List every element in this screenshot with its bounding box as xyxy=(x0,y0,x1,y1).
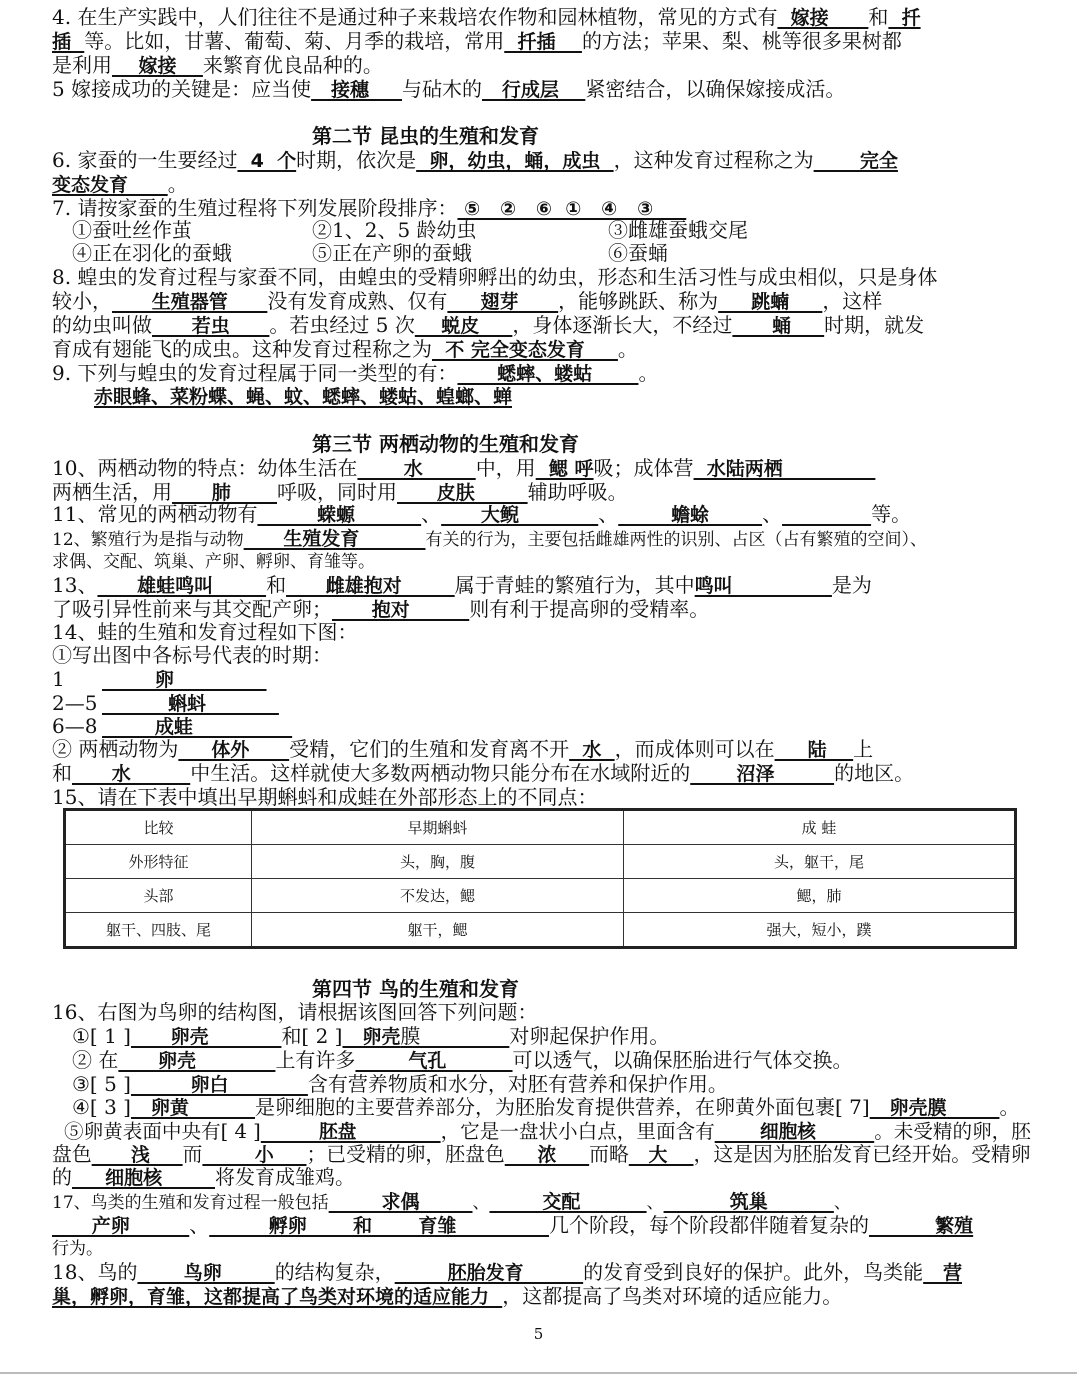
q16-item5-line2 xyxy=(52,1143,1029,1167)
answer-blank: 繁殖 xyxy=(868,1215,974,1237)
answer-blank: 体外 xyxy=(178,739,290,761)
text: 育成有翅能飞的成虫。这种发育过程称之为 xyxy=(52,337,432,361)
text: 将发育成雏鸡。 xyxy=(215,1165,355,1189)
q18-line1 xyxy=(52,1261,1029,1285)
text: 等。 xyxy=(871,502,912,526)
q18-line2 xyxy=(52,1285,1029,1309)
text: ③[ 5 ] xyxy=(72,1072,131,1096)
answer-blank: 抱对 xyxy=(332,599,470,621)
text: 上有许多 xyxy=(275,1048,356,1072)
q6-line1 xyxy=(52,149,1029,173)
option: ②1、2、5 龄幼虫 xyxy=(312,218,477,242)
table-cell: 头部 xyxy=(65,879,252,913)
text: 盘色 xyxy=(52,1143,92,1166)
table-header-cell: 比较 xyxy=(65,810,252,845)
answer-blank: 细胞核 xyxy=(714,1122,875,1143)
text: 几个阶段，每个阶段都伴随着复杂的 xyxy=(548,1213,869,1237)
page-number: 5 xyxy=(533,1325,544,1343)
q16-title: 16、右图为鸟卵的结构图，请根据该图回答下列问题： xyxy=(52,1000,538,1024)
text: 来繁育优良品种的。 xyxy=(202,53,383,77)
answer-blank: 蟋蟀、蝼蛄 xyxy=(457,363,639,385)
q17-line3: 行为。 xyxy=(52,1239,103,1259)
text: 、 xyxy=(833,1193,851,1213)
option: ①蚕吐丝作茧 xyxy=(72,218,192,242)
answer-blank: 嫁接 xyxy=(112,55,203,77)
answer-blank: 卵壳 xyxy=(118,1050,276,1072)
q9-line1 xyxy=(52,362,1029,386)
answer-blank: 皮肤 xyxy=(397,482,528,504)
answer-blank: 雌雄抱对 xyxy=(286,575,455,597)
text: ② 在 xyxy=(72,1048,119,1072)
text: 的结构复杂， xyxy=(274,1260,395,1284)
text: 含有营养物质和水分，对胚有营养和保护作用。 xyxy=(307,1072,728,1096)
q8-line4 xyxy=(52,338,1029,362)
text: 吸；成体营 xyxy=(593,456,694,480)
text: 4. 在生产实践中，人们往往不是通过种子来栽培农作物和园林植物，常见的方式有 xyxy=(52,5,778,29)
answer-blank: 4 个 xyxy=(237,150,297,172)
answer-blank: 营 xyxy=(923,1262,962,1284)
text: 中，用 xyxy=(475,456,536,480)
answer-blank: 成蛙 xyxy=(102,716,293,738)
text: 而 xyxy=(182,1143,203,1166)
option: ⑥蚕蛹 xyxy=(608,241,668,265)
answer-blank: 变态发育 xyxy=(52,174,168,196)
answer-blank: 卵白 xyxy=(130,1074,308,1096)
answer-blank: 细胞核 xyxy=(72,1167,215,1189)
text: 、 xyxy=(189,1213,210,1237)
text: 7. 请按家蚕的生殖过程将下列发展阶段排序： xyxy=(52,196,458,220)
text: 受精，它们的生殖和发育离不开 xyxy=(289,737,570,761)
q13-line2 xyxy=(52,598,1029,622)
text: 。 xyxy=(617,337,638,361)
answer-blank: 水 xyxy=(357,458,476,480)
table-cell: 不发达，鳃 xyxy=(252,879,624,913)
answer-blank: 胚胎发育 xyxy=(394,1262,584,1284)
text: ，而成体则可以在 xyxy=(614,737,775,761)
q7-options-row2 xyxy=(72,242,1029,265)
text: 是为 xyxy=(831,573,872,597)
q14-sub1: ①写出图中各标号代表的时期： xyxy=(52,643,332,667)
answer-blank: 卵壳 xyxy=(130,1026,282,1048)
q8-line3 xyxy=(52,314,1029,338)
text: 、 xyxy=(421,502,442,526)
text: 属于青蛙的繁殖行为，其中 xyxy=(454,573,695,597)
text: 、 xyxy=(762,502,783,526)
answer-blank: 生殖器管 xyxy=(112,291,268,313)
text: 是卵细胞的主要营养部分，为胚胎发育提供营养，在卵黄外面包裹[ 7] xyxy=(254,1095,870,1119)
answer-blank: 鸣叫 xyxy=(694,575,832,597)
text: 而略 xyxy=(589,1143,629,1166)
table-cell: 头，胸，腹 xyxy=(252,845,624,879)
text: ；已受精的卵，胚盘色 xyxy=(306,1143,505,1166)
answer-blank xyxy=(782,502,871,526)
q16-item1 xyxy=(72,1025,1029,1049)
answer-blank: 浅 xyxy=(91,1145,183,1166)
table-cell: 外形特征 xyxy=(65,845,252,879)
answer-blank: 卵，幼虫，蛹，成虫 xyxy=(416,150,614,172)
answer-blank: 扦插 xyxy=(504,31,582,53)
table-cell: 鳃，肺 xyxy=(624,879,1016,913)
text: 的地区。 xyxy=(834,761,915,785)
text: 、 xyxy=(598,502,619,526)
table-row xyxy=(65,879,1016,913)
answer-blank: 水陆两栖 xyxy=(693,458,876,480)
answer-blank: 大 xyxy=(628,1145,694,1166)
label: 1 xyxy=(52,667,65,691)
text: 13、 xyxy=(52,573,98,597)
text: 两栖生活，用 xyxy=(52,480,172,504)
answer-blank: 孵卵 和 育雏 xyxy=(209,1215,549,1237)
text: ，这是因为胚胎发育已经开始。受精卵 xyxy=(693,1143,1031,1166)
option: ④正在羽化的蚕蛾 xyxy=(72,241,232,265)
answer-blank: 筑巢 xyxy=(663,1191,834,1213)
q4-line3 xyxy=(52,54,1029,78)
text: 5 嫁接成功的关键是：应当使 xyxy=(52,77,312,101)
q8-line2 xyxy=(52,290,1029,314)
text: 、 xyxy=(472,1193,490,1213)
text: 。 xyxy=(167,172,188,196)
text: 。 xyxy=(638,361,659,385)
answer-blank: 插 xyxy=(52,31,85,53)
answer-blank: 雄蛙鸣叫 xyxy=(97,575,267,597)
text: 。若虫经过 5 次 xyxy=(269,313,415,337)
answer-blank: 完全 xyxy=(813,150,898,172)
text: 和 xyxy=(868,5,889,29)
text: 与砧木的 xyxy=(402,77,483,101)
answer-blank: 翅芽 xyxy=(447,291,559,313)
text: 9. 下列与蝗虫的发育过程属于同一类型的有： xyxy=(52,361,458,385)
q11-line xyxy=(52,503,1029,527)
answer-blank: 鸟卵 xyxy=(137,1262,275,1284)
answer-blank: 蝾螈 xyxy=(257,504,422,526)
text: 是利用 xyxy=(52,53,112,77)
text: ④[ 3 ] xyxy=(72,1095,131,1119)
q10-line1 xyxy=(52,457,1029,481)
text: 、 xyxy=(646,1193,664,1213)
text: 紧密结合，以确保嫁接成活。 xyxy=(585,77,846,101)
answer-blank: 沼泽 xyxy=(690,763,835,785)
q4-line2 xyxy=(52,30,1029,54)
q16-item5-line3 xyxy=(52,1166,1029,1190)
table-header-cell: 早期蝌蚪 xyxy=(252,810,624,845)
q16-item2 xyxy=(72,1049,1029,1073)
text: ，它是一盘状小白点，里面含有 xyxy=(440,1120,715,1143)
q16-item5 xyxy=(64,1120,1029,1144)
text: 18、鸟的 xyxy=(52,1260,138,1284)
table-cell: 强大，短小，蹼 xyxy=(624,913,1016,948)
section-title: 第二节 昆虫的生殖和发育 xyxy=(312,124,539,148)
answer-blank: 交配 xyxy=(489,1191,647,1213)
answer-blank: 浓 xyxy=(504,1145,590,1166)
text: 的发育受到良好的保护。此外，鸟类能 xyxy=(583,1260,924,1284)
text: ② 两栖动物为 xyxy=(52,737,179,761)
answer-blank: 跳蝻 xyxy=(718,291,823,313)
option: ⑤正在产卵的蚕蛾 xyxy=(312,241,472,265)
text: ，这样 xyxy=(822,289,883,313)
text: 和 xyxy=(266,573,287,597)
answer-blank: 大鲵 xyxy=(441,504,599,526)
text: 时期，依次是 xyxy=(296,148,417,172)
text: 则有利于提高卵的受精率。 xyxy=(469,597,710,621)
q14-stage3 xyxy=(52,715,1029,739)
label: 6—8 xyxy=(52,714,98,738)
answer-blank: 卵 xyxy=(102,669,267,691)
answer-blank: 鳃 呼 xyxy=(535,458,594,480)
text: 10、两栖动物的特点：幼体生活在 xyxy=(52,456,358,480)
answer-blank: 蜕皮 xyxy=(414,315,513,337)
answer-blank: 卵黄 xyxy=(130,1097,255,1119)
text: 和[ 2 ] xyxy=(281,1024,343,1048)
answer-text: 赤眼蜂、菜粉蝶、蝇、蚊、蟋蟀、蝼蛄、蝗螂、蝉 xyxy=(94,386,513,408)
answer-blank: 水 xyxy=(569,739,615,761)
answer-blank: 巢，孵卵，育雏，这都提高了鸟类对环境的适应能力 xyxy=(52,1286,503,1308)
answer-blank: 蝌蚪 xyxy=(102,693,279,715)
answer-blank: 陆 xyxy=(774,739,854,761)
answer-blank: 若虫 xyxy=(152,315,270,337)
table-row xyxy=(65,913,1016,948)
section-title: 第三节 两栖动物的生殖和发育 xyxy=(312,432,579,456)
answer-blank: ⑤ ② ⑥ ① ④ ③ xyxy=(457,198,687,220)
text: 和 xyxy=(52,761,72,785)
text: 等。比如，甘薯、葡萄、菊、月季的栽培，常用 xyxy=(84,29,505,53)
text: 的幼虫叫做 xyxy=(52,313,152,337)
answer-blank: 卵壳 xyxy=(342,1026,401,1048)
answer-blank: 蛹 xyxy=(732,315,825,337)
text: 17、鸟类的生殖和发育过程一般包括 xyxy=(52,1193,329,1213)
text: 没有发育成熟、仅有 xyxy=(267,289,448,313)
text: ⑤卵黄表面中央有[ 4 ] xyxy=(64,1120,261,1143)
q15-title: 15、请在下表中填出早期蝌蚪和成蛙在外部形态上的不同点： xyxy=(52,785,598,809)
q6-line2 xyxy=(52,173,1029,197)
answer-blank: 膜 xyxy=(400,1024,510,1048)
answer-blank: 嫁接 xyxy=(777,7,869,29)
q12-line2: 求偶、交配、筑巢、产卵、孵卵、育雏等。 xyxy=(52,552,375,572)
q17-line1 xyxy=(52,1191,1029,1215)
table-header-cell: 成 蛙 xyxy=(624,810,1016,845)
table-cell: 躯干，鳃 xyxy=(252,913,624,948)
q14-sub2-line2 xyxy=(52,762,1029,786)
table-row xyxy=(65,845,1016,879)
answer-blank: 产卵 xyxy=(52,1215,190,1237)
text: 较小， xyxy=(52,289,112,313)
q4-line1 xyxy=(52,6,1029,30)
table-cell: 头，躯干，尾 xyxy=(624,845,1016,879)
q14-stage1 xyxy=(52,668,1029,692)
answer-blank: 接穗 xyxy=(311,79,403,101)
q12-line1 xyxy=(52,528,1029,552)
answer-blank: 不 完全变态发育 xyxy=(432,339,618,361)
answer-blank: 行成层 xyxy=(482,79,586,101)
text: 的 xyxy=(52,1165,72,1189)
text: 有关的行为，主要包括雌雄两性的识别、占区（占有繁殖的空间）、 xyxy=(425,530,927,550)
text: ，身体逐渐长大，不经过 xyxy=(512,313,733,337)
text: 了吸引异性前来与其交配产卵； xyxy=(52,597,332,621)
comparison-table xyxy=(63,808,1017,949)
text: 中生活。这样就使大多数两栖动物只能分布在水域附近的 xyxy=(190,761,691,785)
text: 的方法；苹果、梨、桃等很多果树都 xyxy=(581,29,902,53)
text: 呼吸，同时用 xyxy=(277,480,397,504)
answer-blank: 生殖发育 xyxy=(243,528,426,550)
text: 可以透气，以确保胚胎进行气体交换。 xyxy=(512,1048,853,1072)
text: 11、常见的两栖动物有 xyxy=(52,502,258,526)
answer-blank: 气孔 xyxy=(355,1050,513,1072)
answer-blank: 求偶 xyxy=(328,1191,473,1213)
q14-title: 14、蛙的生殖和发育过程如下图： xyxy=(52,620,358,644)
answer-blank: 蟾蜍 xyxy=(618,504,763,526)
text: 辅助呼吸。 xyxy=(527,480,628,504)
q14-sub2 xyxy=(52,738,1029,762)
text: 。未受精的卵，胚 xyxy=(874,1120,1031,1143)
text: 时期，就发 xyxy=(824,313,925,337)
page-bottom-divider xyxy=(0,1372,1077,1374)
q16-item4 xyxy=(72,1096,1029,1120)
answer-blank: 水 xyxy=(72,763,191,785)
q7-options-row1 xyxy=(72,219,1029,242)
table-header-row xyxy=(65,810,1016,845)
q8-line1: 8. 蝗虫的发育过程与家蚕不同，由蝗虫的受精卵孵出的幼虫，形态和生活习性与成虫相似，只是身体 xyxy=(52,265,938,289)
q16-item3 xyxy=(72,1073,1029,1097)
text: 。 xyxy=(999,1095,1020,1119)
text: 对卵起保护作用。 xyxy=(509,1024,670,1048)
table-cell: 躯干、四肢、尾 xyxy=(65,913,252,948)
text: 12、繁殖行为是指与动物 xyxy=(52,530,244,550)
option: ③雌雄蚕蛾交尾 xyxy=(608,218,748,242)
text: ，能够跳跃、称为 xyxy=(558,289,719,313)
answer-blank: 卵壳膜 xyxy=(869,1097,1000,1119)
text: ①[ 1 ] xyxy=(72,1024,131,1048)
text: 6. 家蚕的一生要经过 xyxy=(52,148,238,172)
text: ，这都提高了鸟类对环境的适应能力。 xyxy=(502,1284,843,1308)
q7-line1 xyxy=(52,197,1029,221)
label: 2—5 xyxy=(52,691,98,715)
text: 上 xyxy=(853,737,874,761)
answer-blank: 扦 xyxy=(888,7,921,29)
text: ，这种发育过程称之为 xyxy=(613,148,814,172)
section-title: 第四节 鸟的生殖和发育 xyxy=(312,977,519,1001)
q13-line1 xyxy=(52,574,1029,598)
answer-blank: 胚盘 xyxy=(260,1122,441,1143)
answer-blank: 肺 xyxy=(172,482,277,504)
q14-stage2 xyxy=(52,692,1029,716)
q9-list xyxy=(94,385,1029,409)
q17-line2 xyxy=(52,1214,1029,1238)
answer-blank: 小 xyxy=(202,1145,307,1166)
q5-line xyxy=(52,78,1029,102)
